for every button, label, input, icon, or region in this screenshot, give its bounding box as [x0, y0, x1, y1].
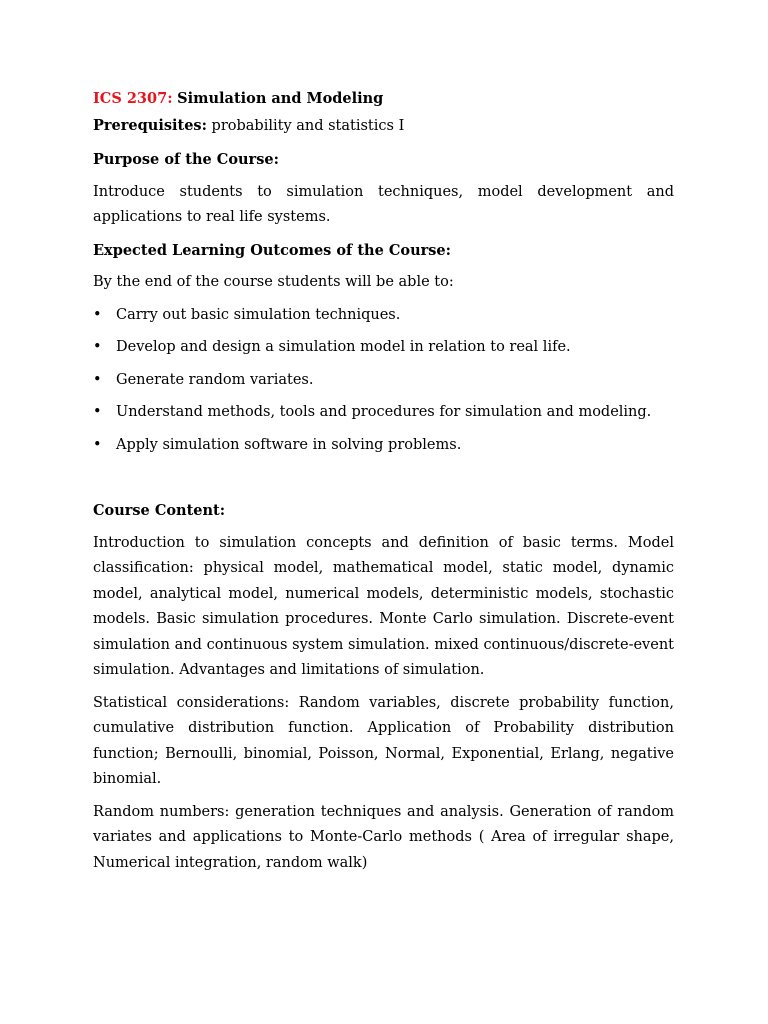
list-item: [93, 368, 674, 394]
content-heading: Course Content:: [93, 502, 226, 519]
course-title: Simulation and Modeling: [177, 90, 384, 107]
list-item: [93, 433, 674, 459]
prerequisites-line: [93, 113, 674, 140]
list-item: [93, 335, 674, 361]
outcomes-list: [93, 303, 674, 459]
list-item-text: Understand methods, tools and procedures for simulation and modeling.: [116, 404, 652, 420]
list-item-text: Apply simulation software in solving problems.: [116, 436, 462, 453]
bullet-icon: •: [93, 404, 102, 420]
content-paragraph-3: Random numbers: generation techniques and analysis. Generation of random variates and applications to Monte-Carlo methods ( Area of irregular shape, Numerical integration, random walk): [93, 803, 674, 871]
outcomes-heading: Expected Learning Outcomes of the Course:: [93, 241, 451, 259]
list-item-text: Develop and design a simulation model in relation to real life.: [116, 339, 571, 355]
list-item-text: Carry out basic simulation techniques.: [116, 306, 401, 323]
bullet-icon: •: [93, 339, 102, 355]
prerequisites-label: Prerequisites:: [93, 116, 207, 134]
course-title-line: [93, 86, 674, 113]
content-paragraph-2: Statistical considerations: Random variables, discrete probability function, cumulative distribution function. Application of Probability distribution function; Bernoulli, binomial, Poisson, Normal, Exponential, Erlang, negative binomial.: [93, 694, 674, 787]
content-paragraph-1: Introduction to simulation concepts and definition of basic terms. Model classification: physical model, mathematical model, static model, dynamic model, analytical model, numerical models, deterministic models, stochastic models. Basic simulation procedures. Monte Carlo simulation. Discrete-event simulation and continuous system simulation. mixed continuous/discrete-event simulation. Advantages and limitations of simulation.: [93, 534, 674, 678]
bullet-icon: •: [93, 436, 102, 453]
list-item-text: Generate random variates.: [116, 371, 314, 388]
prerequisites-value: probability and statistics I: [211, 117, 405, 134]
list-item: [93, 400, 674, 426]
purpose-text: Introduce students to simulation techniques, model development and applications to real life systems.: [93, 183, 674, 225]
course-code: ICS 2307:: [93, 90, 173, 107]
document-page: [93, 86, 674, 876]
bullet-icon: •: [93, 306, 102, 323]
purpose-heading: Purpose of the Course:: [93, 151, 279, 168]
bullet-icon: •: [93, 371, 102, 388]
spacer: [93, 465, 674, 498]
list-item: [93, 303, 674, 329]
outcomes-intro: By the end of the course students will be able to:: [93, 274, 454, 290]
